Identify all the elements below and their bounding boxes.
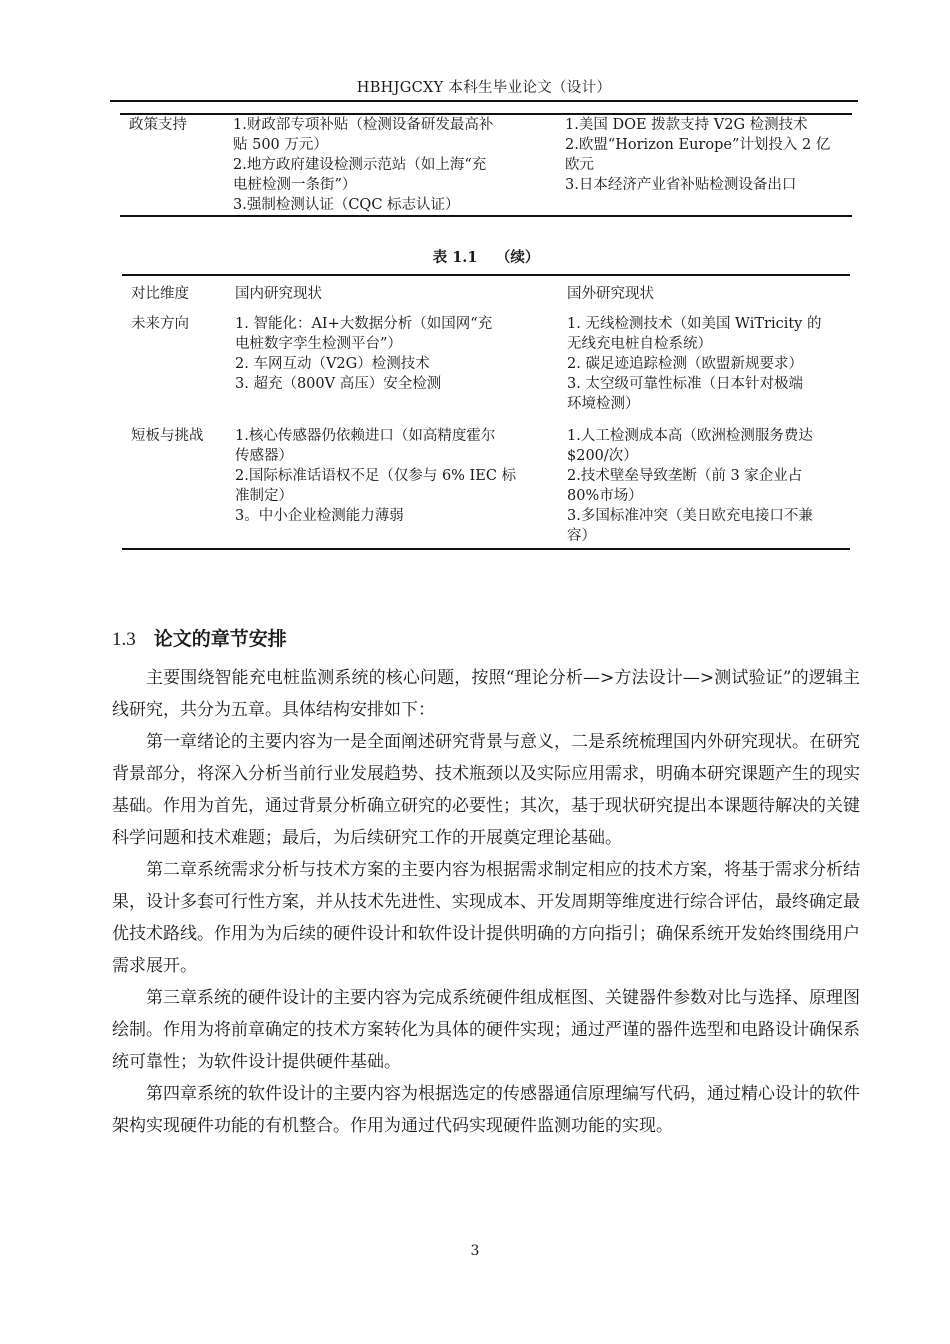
cell-line: 2. 车网互动（V2G）检测技术: [235, 356, 430, 372]
paragraph: 第一章绪论的主要内容为一是全面阐述研究背景与意义，二是系统梳理国内外研究现状。在研究背景部分，将深入分析当前行业发展趋势、技术瓶颈以及实际应用需求，明确本研究课题产生的现实基础。作用为首先，通过背景分析确立研究的必要性；其次，基于现状研究提出本课题待解决的关键科学问题和技术难题；最后，为后续研究工作的开展奠定理论基础。: [112, 732, 860, 848]
caption-label: 表 1.1: [432, 249, 478, 266]
cell-line: 2.地方政府建设检测示范站（如上海“充: [233, 157, 487, 173]
cell-line: 3. 超充（800V 高压）安全检测: [235, 376, 442, 392]
policy-table-fragment: [120, 113, 852, 217]
cell-line: 1.财政部专项补贴（检测设备研发最高补: [233, 117, 494, 133]
comparison-table-continued: [122, 274, 850, 550]
paragraph: 第二章系统需求分析与技术方案的主要内容为根据需求制定相应的技术方案，将基于需求分析结果，设计多套可行性方案，并从技术先进性、实现成本、开发周期等维度进行综合评估，最终确定最优技术路线。作用为为后续的硬件设计和软件设计提供明确的方向指引；确保系统开发始终围绕用户需求展开。: [112, 860, 860, 976]
cell-line: 准制定）: [235, 488, 293, 504]
dimension-cell: 未来方向: [131, 316, 189, 332]
domestic-cell: [235, 310, 561, 422]
cell-line: 3.强制检测认证（CQC 标志认证）: [233, 197, 460, 213]
foreign-cell: [561, 310, 850, 422]
cell-line: 3.日本经济产业省补贴检测设备出口: [565, 177, 797, 193]
cell-line: 2.技术壁垒导致垄断（前 3 家企业占: [567, 468, 803, 484]
cell-line: 1.美国 DOE 拨款支持 V2G 检测技术: [565, 117, 808, 133]
body-text: [112, 662, 860, 1142]
column-header: 国外研究现状: [567, 286, 654, 302]
cell-line: 电桩检测一条街”）: [233, 177, 357, 193]
page-header: HBHJGCXY 本科生毕业论文（设计）: [356, 80, 612, 96]
table-row: [122, 422, 850, 549]
cell-line: 欧元: [565, 157, 594, 173]
cell-line: 80%市场）: [567, 488, 643, 504]
paragraph: 第四章系统的软件设计的主要内容为根据选定的传感器通信原理编写代码，通过精心设计的软件架构实现硬件功能的有机整合。作用为通过代码实现硬件监测功能的实现。: [112, 1084, 860, 1136]
cell-line: 3. 太空级可靠性标准（日本针对极端: [567, 376, 803, 392]
paragraph: 主要围绕智能充电桩监测系统的核心问题，按照“理论分析—>方法设计—>测试验证”的逻辑主线研究，共分为五章。具体结构安排如下：: [112, 668, 860, 720]
cell-line: 无线充电桩自检系统）: [567, 336, 712, 352]
cell-line: 2. 碳足迹追踪检测（欧盟新规要求）: [567, 356, 803, 372]
cell-line: 2.欧盟“Horizon Europe”计划投入 2 亿: [565, 137, 831, 153]
table-header-row: [122, 275, 850, 310]
dimension-cell: 短板与挑战: [131, 428, 204, 444]
cell-line: 3。中小企业检测能力薄弱: [235, 508, 404, 524]
header-rule: [110, 100, 858, 102]
section-title: 论文的章节安排: [153, 628, 287, 650]
cell-line: 1.人工检测成本高（欧洲检测服务费达: [567, 428, 813, 444]
cell-line: 1. 智能化：AI+大数据分析（如国网“充: [235, 316, 493, 332]
cell-line: 环境检测）: [567, 396, 640, 412]
dimension-cell: 政策支持: [129, 117, 187, 133]
paragraph: 第三章系统的硬件设计的主要内容为完成系统硬件组成框图、关键器件参数对比与选择、原理图绘制。作用为将前章确定的技术方案转化为具体的硬件实现；通过严谨的器件选型和电路设计确保系统可靠性；为软件设计提供硬件基础。: [112, 988, 860, 1072]
cell-line: 1. 无线检测技术（如美国 WiTricity 的: [567, 316, 822, 332]
foreign-cell: [561, 422, 850, 549]
section-number: 1.3: [112, 629, 136, 650]
table-row: [120, 114, 852, 216]
cell-line: 1.核心传感器仍依赖进口（如高精度霍尔: [235, 428, 496, 444]
cell-line: 容）: [567, 528, 596, 544]
cell-line: 贴 500 万元）: [233, 137, 328, 153]
cell-line: 3.多国标准冲突（美日欧充电接口不兼: [567, 508, 813, 524]
cell-line: 传感器）: [235, 448, 293, 464]
cell-line: 电桩数字孪生检测平台”）: [235, 336, 402, 352]
caption-suffix: （续）: [495, 249, 540, 266]
cell-line: $200/次）: [567, 448, 638, 464]
domestic-cell: [235, 422, 561, 549]
column-header: 国内研究现状: [235, 286, 322, 302]
column-header: 对比维度: [131, 286, 189, 302]
section-heading: [112, 624, 287, 651]
table-caption: [120, 246, 852, 267]
cell-line: 2.国际标准话语权不足（仅参与 6% IEC 标: [235, 468, 517, 484]
foreign-cell: [559, 114, 852, 216]
domestic-cell: [233, 114, 559, 216]
table-row: [122, 310, 850, 422]
page-number: 3: [470, 1243, 480, 1259]
